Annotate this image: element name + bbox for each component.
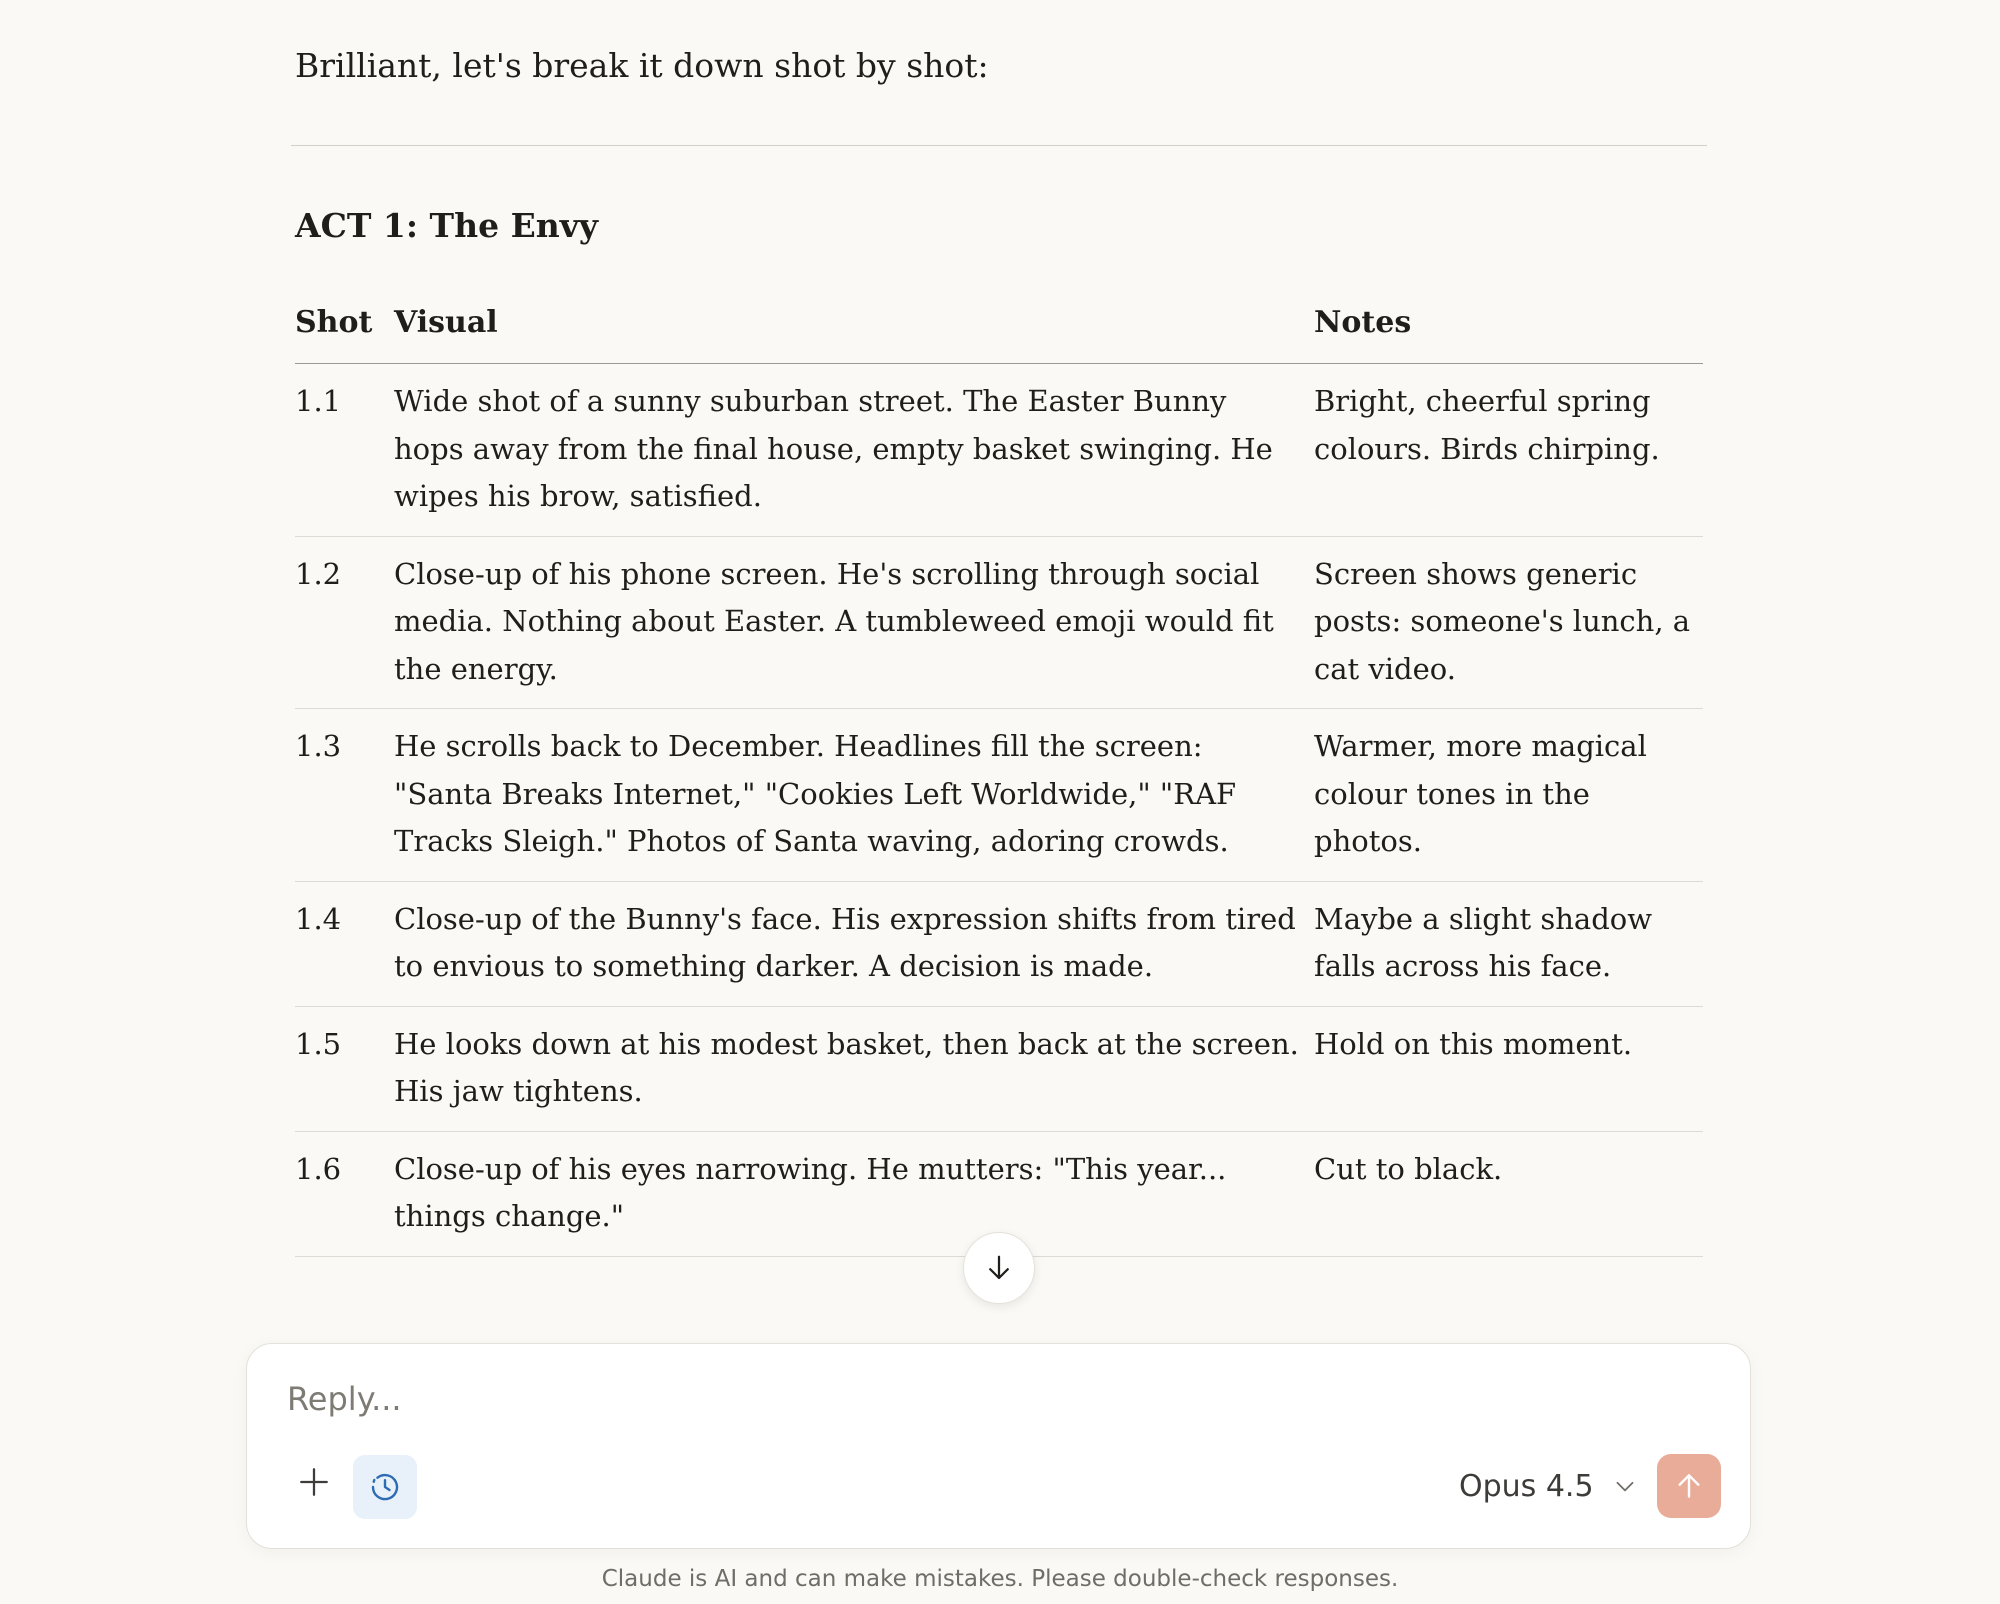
scroll-to-bottom-button[interactable] (963, 1232, 1035, 1304)
table-row (295, 536, 1703, 709)
shot-number: 1.4 (295, 881, 394, 1006)
table-row (295, 364, 1703, 537)
shot-notes: Bright, cheerful spring colours. Birds chirping. (1314, 364, 1703, 537)
header-notes: Notes (1314, 295, 1703, 364)
model-selector[interactable] (1459, 1461, 1638, 1511)
disclaimer-text: Claude is AI and can make mistakes. Please double-check responses. (601, 1566, 1399, 1592)
shot-number: 1.2 (295, 536, 394, 709)
reply-input[interactable] (287, 1374, 1587, 1424)
plus-icon (297, 1465, 331, 1499)
arrow-down-icon (984, 1253, 1014, 1283)
history-button[interactable] (353, 1455, 417, 1519)
shot-visual: He looks down at his modest basket, then back at the screen. His jaw tightens. (394, 1006, 1314, 1131)
send-button[interactable] (1657, 1454, 1721, 1518)
shot-visual: Close-up of his eyes narrowing. He mutters: "This year... things change." (394, 1131, 1314, 1256)
shot-table (295, 295, 1703, 1257)
add-attachment-button[interactable] (289, 1457, 339, 1507)
shot-number: 1.3 (295, 709, 394, 882)
clock-history-icon (367, 1469, 403, 1505)
shot-visual: Close-up of the Bunny's face. His expression shifts from tired to envious to something darker. A decision is made. (394, 881, 1314, 1006)
horizontal-divider (291, 145, 1707, 146)
arrow-up-icon (1673, 1470, 1705, 1502)
shot-notes: Screen shows generic posts: someone's lunch, a cat video. (1314, 536, 1703, 709)
header-visual: Visual (394, 295, 1314, 364)
header-shot: Shot (295, 295, 394, 364)
table-row (295, 881, 1703, 1006)
shot-notes: Maybe a slight shadow falls across his face. (1314, 881, 1703, 1006)
shot-number: 1.1 (295, 364, 394, 537)
shot-notes: Warmer, more magical colour tones in the photos. (1314, 709, 1703, 882)
message-intro: Brilliant, let's break it down shot by shot: (295, 46, 989, 85)
shot-visual: Wide shot of a sunny suburban street. The Easter Bunny hops away from the final house, empty basket swinging. He wipes his brow, satisfied. (394, 364, 1314, 537)
shot-visual: Close-up of his phone screen. He's scrolling through social media. Nothing about Easter. A tumbleweed emoji would fit the energy. (394, 536, 1314, 709)
shot-visual: He scrolls back to December. Headlines fill the screen: "Santa Breaks Internet," "Cookies Left Worldwide," "RAF Tracks Sleigh." Photos of Santa waving, adoring crowds. (394, 709, 1314, 882)
shot-notes: Hold on this moment. (1314, 1006, 1703, 1131)
chevron-down-icon (1612, 1473, 1638, 1499)
reply-composer (246, 1343, 1751, 1549)
act-heading: ACT 1: The Envy (295, 206, 599, 245)
shot-number: 1.5 (295, 1006, 394, 1131)
table-row (295, 709, 1703, 882)
shot-number: 1.6 (295, 1131, 394, 1256)
table-row (295, 1006, 1703, 1131)
shot-notes: Cut to black. (1314, 1131, 1703, 1256)
model-label: Opus 4.5 (1459, 1468, 1594, 1504)
table-header-row (295, 295, 1703, 364)
